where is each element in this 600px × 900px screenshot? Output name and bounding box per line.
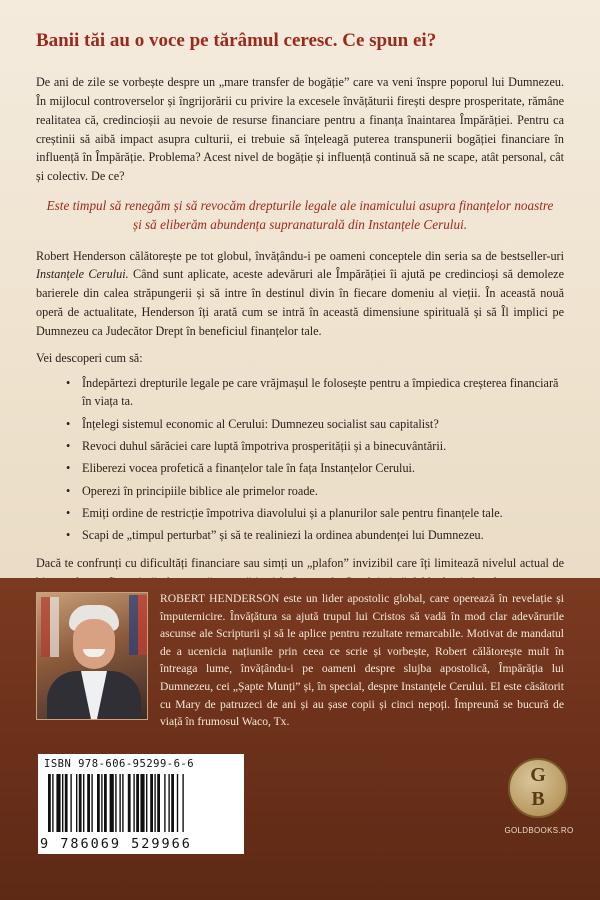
barcode-bar [65,774,68,832]
barcode-bar [79,774,82,832]
barcode-bar [146,774,147,832]
barcode-bar [157,774,160,832]
list-item: • Eliberezi vocea profetică a finanțelor tale în fața Instanțelor Cerului. [66,459,564,477]
author-photo [36,592,148,720]
author-band [0,578,600,900]
face-shape [73,619,115,669]
barcode-bar [177,774,178,832]
barcode-digits: 9 786069 529966 [40,836,192,852]
barcode-bar [83,774,84,832]
paragraph-author-intro [36,247,564,342]
barcode-bar [168,774,169,832]
barcode-bar [128,774,131,832]
list-item: • Îndepărtezi drepturile legale pe care vrăjmașul le folosește pentru a împiedica creșterea financiară în viața ta. [66,374,564,411]
series-title: Instanțele Cerului. [36,267,129,282]
barcode-bar [119,774,120,832]
barcode-bar [140,774,144,832]
closing-paragraph: Dacă te confrunți cu dificultăți financiare sau simți un „plafon” invizibil care îți limitează nivelul actual de [36,556,564,571]
barcode-bar [171,774,174,832]
barcode-bar [87,774,90,832]
barcode-bar [182,774,183,832]
list-intro: Vei descoperi cum să: [36,351,143,366]
barcode-bar [164,774,165,832]
barcode-bar [115,774,116,832]
barcode-bar [52,774,53,832]
list-item: • Emiți ordine de restricție împotriva diavolului și a planurilor sale pentru finanțele tale. [66,504,564,522]
barcode-bar [154,774,155,832]
list-item: • Operezi în principiile biblice ale primelor roade. [66,482,564,500]
barcode-bar [97,774,100,832]
barcode-bar [101,774,102,832]
author-bio: ROBERT HENDERSON este un lider apostolic global, care operează în revelație și împuternicire. Învățătura sa ajută trupul lui Cristos să vadă în mod clar adevărurile ascunse ale Scripturii și să le aplice pentru rezultate remarcabile. Motivat de mandatul de a ucenicia națiunile prin ceea ce scrie și vorbește, Robert călătorește mult în întreaga lume, învățându-i pe oameni despre slujba apostolică, Împărăția lui Dumnezeu, cei „Șapte Munți” și, în special, despre Instanțele Cerului. El este căsătorit cu Mary de patruzeci de ani și au șase copii și cinci nepoți. Împreună se bucură de viață în frumosul Waco, Tx. [160,592,564,729]
publisher-name: GOLDBOOKS.RO [504,826,574,835]
paragraph-part-1: Robert Henderson călătorește pe tot globul, învățându-i pe oameni conceptele din seria sa de bestseller-uri [36,248,564,263]
paragraph-part-2: Când sunt aplicate, aceste adevăruri ale Împărăției îi ajută pe credincioși să demoleze barierele din calea străpungerii și să intre în destinul divin în fiecare domeniu al vieții. În această nouă operă de actualitate, Henderson îți arată cum se intră în această dimensiune spirituală și să Îl implici pe Dumnezeu ca Judecător Drept în beneficiul finanțelor tale. [36,267,565,339]
logo-letter-b: B [531,788,545,810]
barcode-bar [136,774,139,832]
barcode-bar [104,774,107,832]
barcode-bar [76,774,77,832]
flag-shape [41,597,59,657]
headline: Banii tăi au o voce pe tărâmul ceresc. Ce spun ei? [36,30,437,51]
barcode-bar [70,774,71,832]
list-item: • Revoci duhul sărăciei care luptă împotriva prosperității și a binecuvântării. [66,437,564,455]
barcode-bar [150,774,153,832]
barcode-bar [91,774,92,832]
isbn-label: ISBN 978-606-95299-6-6 [44,758,195,770]
barcode-bar [48,774,51,832]
barcode-bar [122,774,123,832]
isbn-barcode [38,754,244,854]
paragraph-transfer-of-wealth: De ani de zile se vorbește despre un „mare transfer de bogăție” care va veni înspre poporul lui Dumnezeu. În mijlocul controverselor și îngrijorării cu privire la excesele învățăturii firești despre prosperitate, rămâne realitatea că, credincioșii au nevoie de resurse financiare pentru a finanța înaintarea Împărăției. Pentru ca creștinii să aibă impact asupra culturii, ei trebuie să înțeleagă puterea transpunerii bogăției financiare în influență în Împărăție. Problema? Acest nivel de bogăție și influență continuă să ne scape, atât personal, cât și colectiv. De ce? [36,74,564,184]
barcode-bar [133,774,134,832]
barcode-bars [46,774,236,832]
list-item: • Înțelegi sistemul economic al Cerului: Dumnezeu socialist sau capitalist? [66,415,564,433]
barcode-bar [56,774,60,832]
barcode-bar [110,774,114,832]
flag-shape [129,595,147,655]
list-item: • Scapi de „timpul perturbat” și să te realiniezi la ordinea abundenței lui Dumnezeu. [66,526,564,544]
logo-letter-g: G [530,764,546,786]
barcode-bar [62,774,63,832]
publisher-logo [508,758,568,818]
bullet-list [36,374,564,544]
highlight-quote: Este timpul să renegăm și să revocăm drepturile legale ale inamicului asupra finanțelor noastre și să eliberăm abundența supranaturală din Instanțele Cerului. [46,198,554,233]
